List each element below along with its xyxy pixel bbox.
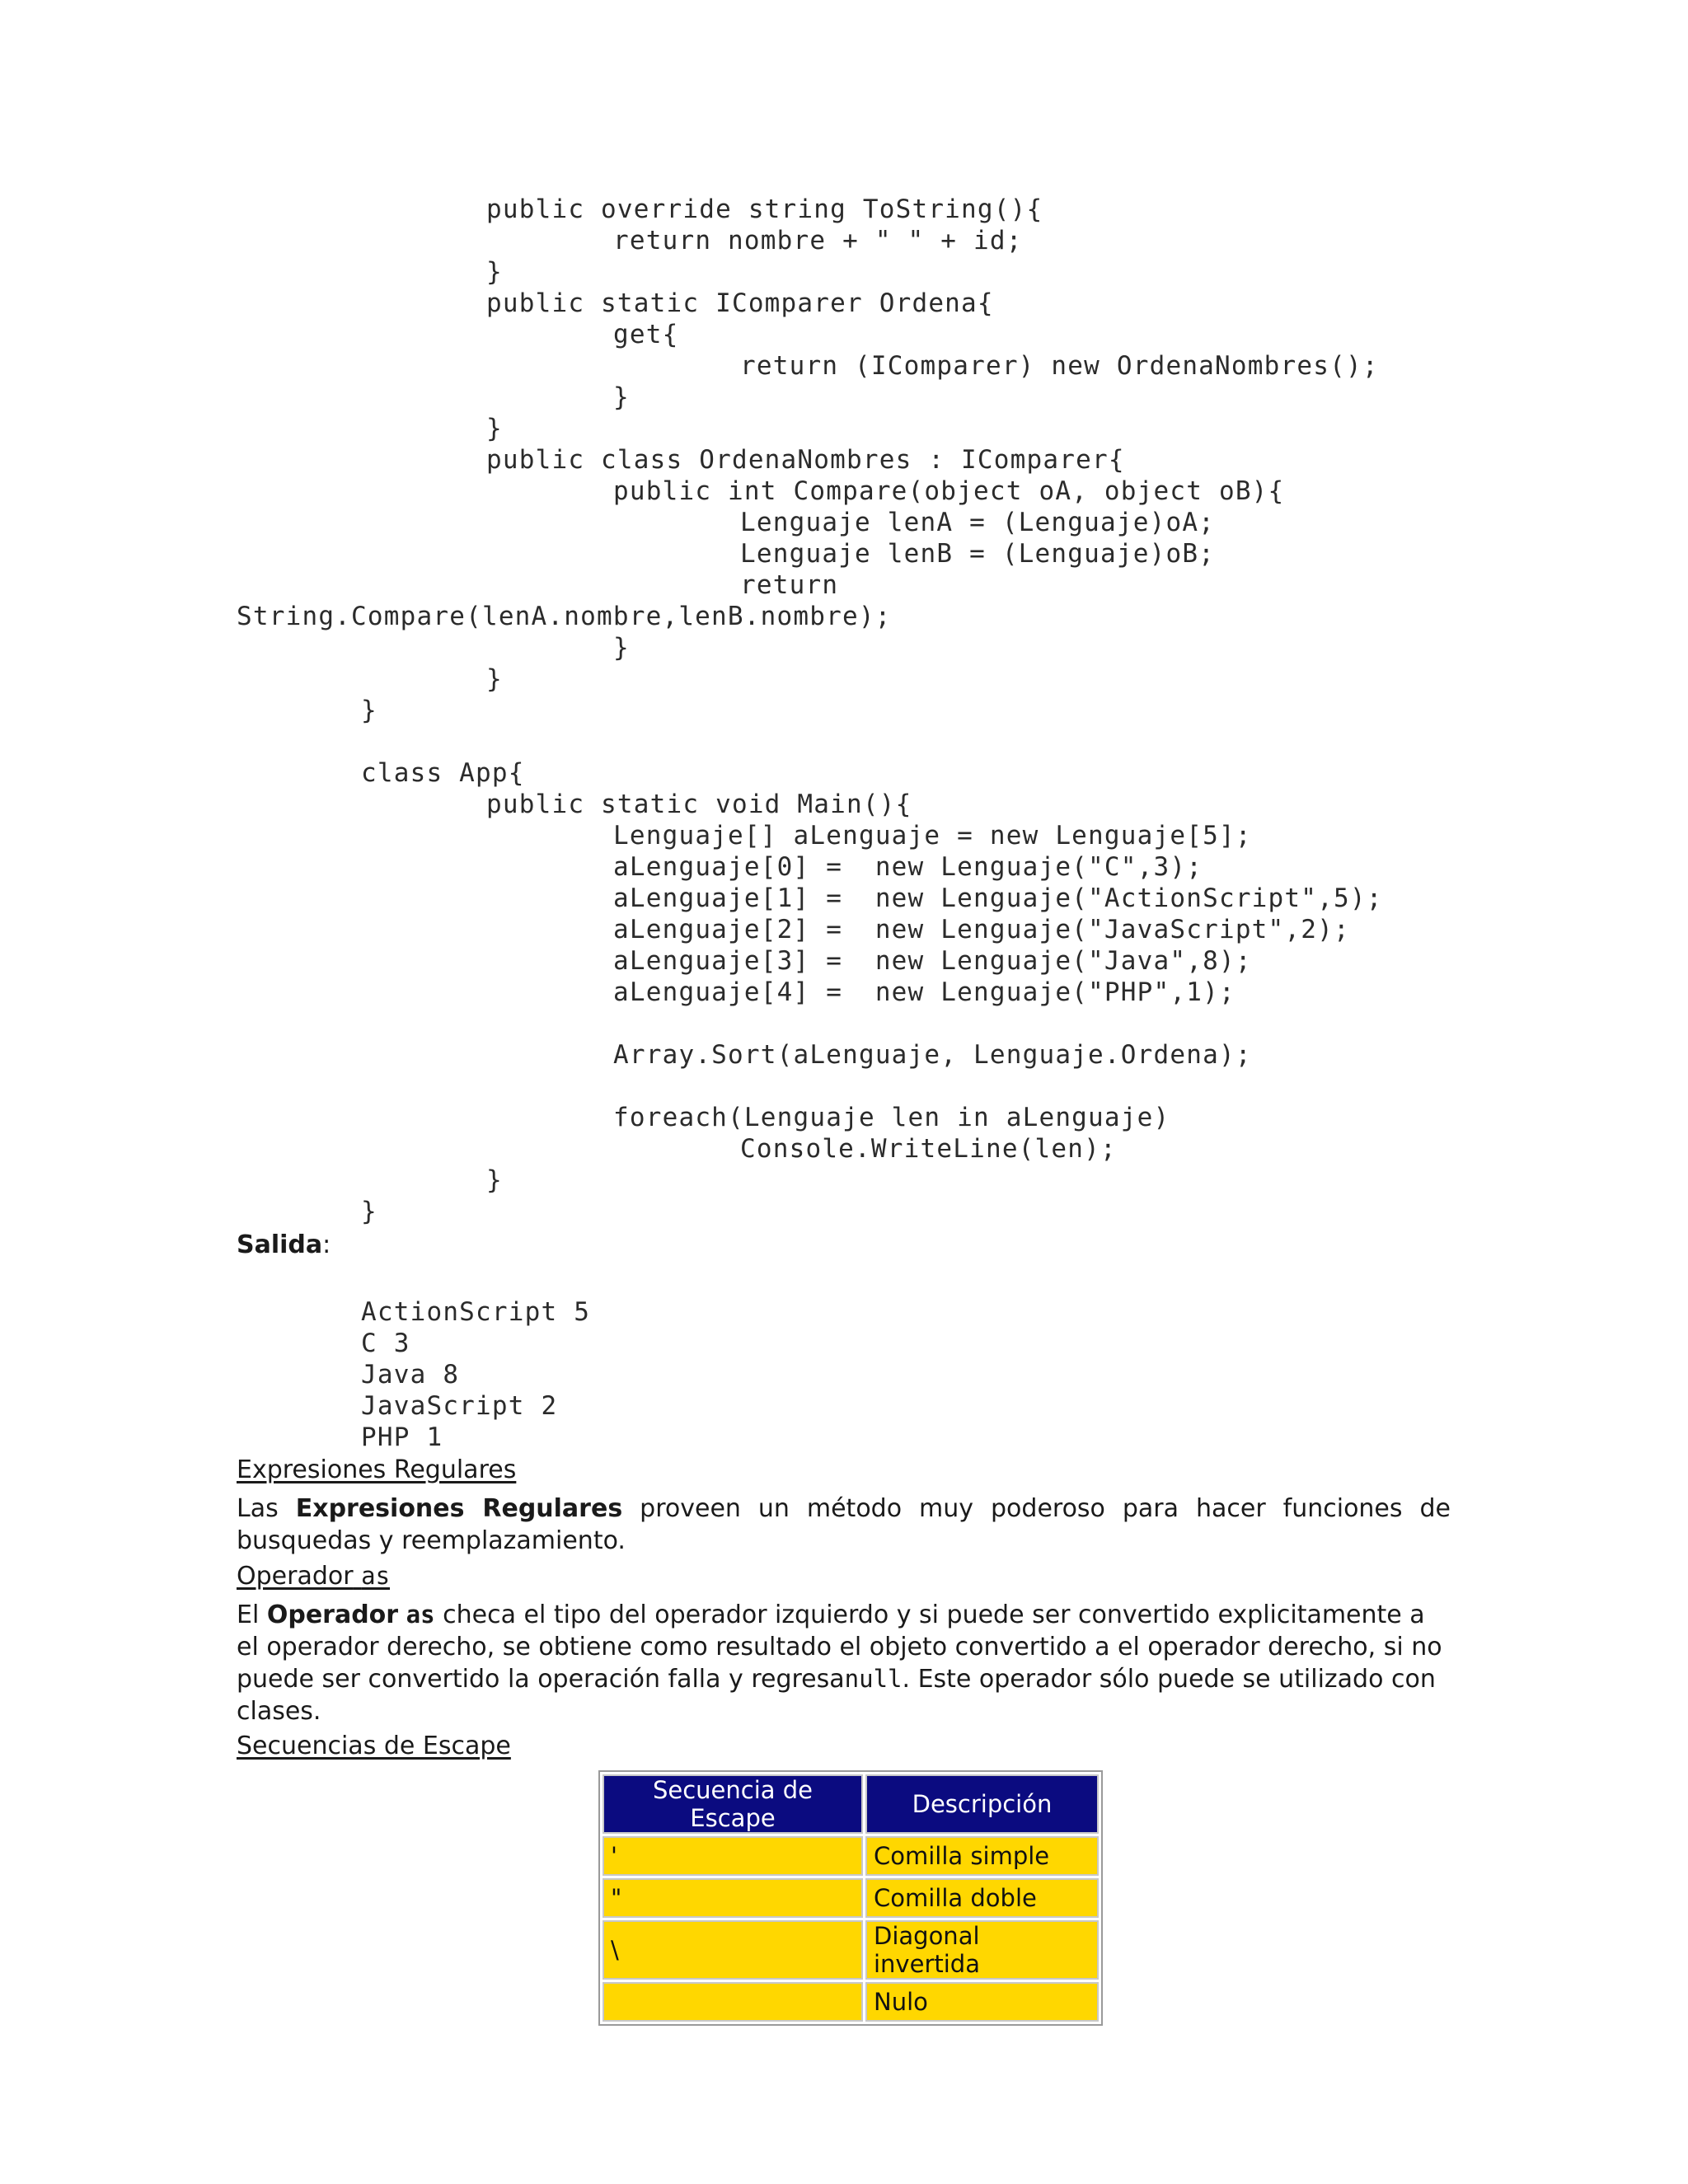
escape-description-cell: Comilla simple bbox=[865, 1836, 1099, 1876]
output-label-colon: : bbox=[322, 1230, 331, 1259]
code-line: aLenguaje[2] = new Lenguaje("JavaScript",2); bbox=[613, 915, 1350, 944]
code-line: } bbox=[486, 664, 503, 694]
regex-description: proveen un método muy poderoso para hacer funciones de busquedas y reemplazamiento. bbox=[237, 1494, 1451, 1555]
output-line: C 3 bbox=[361, 1329, 410, 1358]
code-line: Array.Sort(aLenguaje, Lenguaje.Ordena); bbox=[613, 1040, 1252, 1070]
as-operator-paragraph bbox=[237, 1599, 1451, 1727]
code-line: } bbox=[613, 633, 630, 663]
code-line: aLenguaje[3] = new Lenguaje("Java",8); bbox=[613, 946, 1252, 976]
code-line: Console.WriteLine(len); bbox=[740, 1134, 1117, 1164]
code-line: aLenguaje[1] = new Lenguaje("ActionScript",5); bbox=[613, 883, 1383, 913]
code-line: } bbox=[361, 696, 377, 725]
escape-description-cell: Comilla doble bbox=[865, 1878, 1099, 1918]
table-row bbox=[603, 1982, 1099, 2022]
code-line: return nombre + " " + id; bbox=[613, 226, 1023, 255]
as-p-text: checa el tipo del operador izquierdo y si puede ser convertido explicitamente a el operador derecho, se obtiene como resultado el objeto convertido a el operador derecho, si no puede ser convertido la operación falla y regresa bbox=[237, 1601, 1442, 1694]
output-label-bold: Salida bbox=[237, 1230, 323, 1259]
table-row bbox=[603, 1836, 1099, 1876]
escape-table-header-row bbox=[603, 1774, 1099, 1834]
code-line: foreach(Lenguaje len in aLenguaje) bbox=[613, 1103, 1170, 1132]
output-line: JavaScript 2 bbox=[361, 1391, 558, 1421]
code-line: public override string ToString(){ bbox=[486, 194, 1043, 224]
escape-header-description: Descripción bbox=[865, 1774, 1099, 1834]
escape-header-sequence: Secuencia de Escape bbox=[603, 1774, 863, 1834]
as-p-el: El bbox=[237, 1601, 260, 1629]
code-line: public int Compare(object oA, object oB){ bbox=[613, 476, 1285, 506]
escape-sequence-cell: \ bbox=[603, 1920, 863, 1980]
output-line: ActionScript 5 bbox=[361, 1297, 591, 1327]
code-line: aLenguaje[4] = new Lenguaje("PHP",1); bbox=[613, 977, 1236, 1007]
code-line: Lenguaje[] aLenguaje = new Lenguaje[5]; bbox=[613, 821, 1252, 851]
escape-sequence-cell: " bbox=[603, 1878, 863, 1918]
as-operator-heading bbox=[237, 1560, 390, 1592]
regex-intro: Las bbox=[237, 1494, 279, 1523]
as-p-bold-code: as bbox=[406, 1601, 435, 1629]
regex-paragraph bbox=[237, 1493, 1451, 1557]
as-p-bold-operator: Operador bbox=[266, 1601, 399, 1629]
escape-sequence-cell: ' bbox=[603, 1836, 863, 1876]
escape-sequence-cell bbox=[603, 1982, 863, 2022]
code-line: } bbox=[486, 414, 503, 443]
code-line: get{ bbox=[613, 320, 679, 349]
code-line: return bbox=[740, 570, 839, 600]
code-line: Lenguaje lenA = (Lenguaje)oA; bbox=[740, 508, 1216, 537]
code-line: } bbox=[361, 1197, 377, 1226]
code-line: } bbox=[486, 1165, 503, 1195]
as-p-null-code: null bbox=[844, 1665, 903, 1693]
code-line: public static void Main(){ bbox=[486, 790, 912, 819]
code-line: class App{ bbox=[361, 758, 525, 788]
output-line: PHP 1 bbox=[361, 1422, 443, 1452]
code-line: aLenguaje[0] = new Lenguaje("C",3); bbox=[613, 852, 1203, 882]
escape-heading: Secuencias de Escape bbox=[237, 1732, 511, 1760]
regex-bold-term: Expresiones Regulares bbox=[295, 1494, 623, 1523]
code-line: return (IComparer) new OrdenaNombres(); bbox=[740, 351, 1379, 381]
as-p-text-end: . Este operador sólo puede se utilizado con clases. bbox=[237, 1665, 1436, 1726]
table-row bbox=[603, 1920, 1099, 1980]
as-heading-prefix: Operador bbox=[237, 1562, 354, 1591]
escape-description-cell: Diagonal invertida bbox=[865, 1920, 1099, 1980]
code-line: String.Compare(lenA.nombre,lenB.nombre); bbox=[237, 602, 892, 631]
escape-table bbox=[598, 1770, 1103, 2026]
code-line: } bbox=[486, 257, 503, 287]
regex-heading: Expresiones Regulares bbox=[237, 1455, 517, 1484]
escape-description-cell: Nulo bbox=[865, 1982, 1099, 2022]
table-row bbox=[603, 1878, 1099, 1918]
output-label bbox=[237, 1230, 331, 1261]
as-heading-code: as bbox=[361, 1562, 391, 1590]
code-line: } bbox=[613, 382, 630, 412]
code-line: Lenguaje lenB = (Lenguaje)oB; bbox=[740, 539, 1216, 569]
output-line: Java 8 bbox=[361, 1360, 460, 1390]
code-line: public class OrdenaNombres : IComparer{ bbox=[486, 445, 1125, 475]
code-line: public static IComparer Ordena{ bbox=[486, 288, 994, 318]
